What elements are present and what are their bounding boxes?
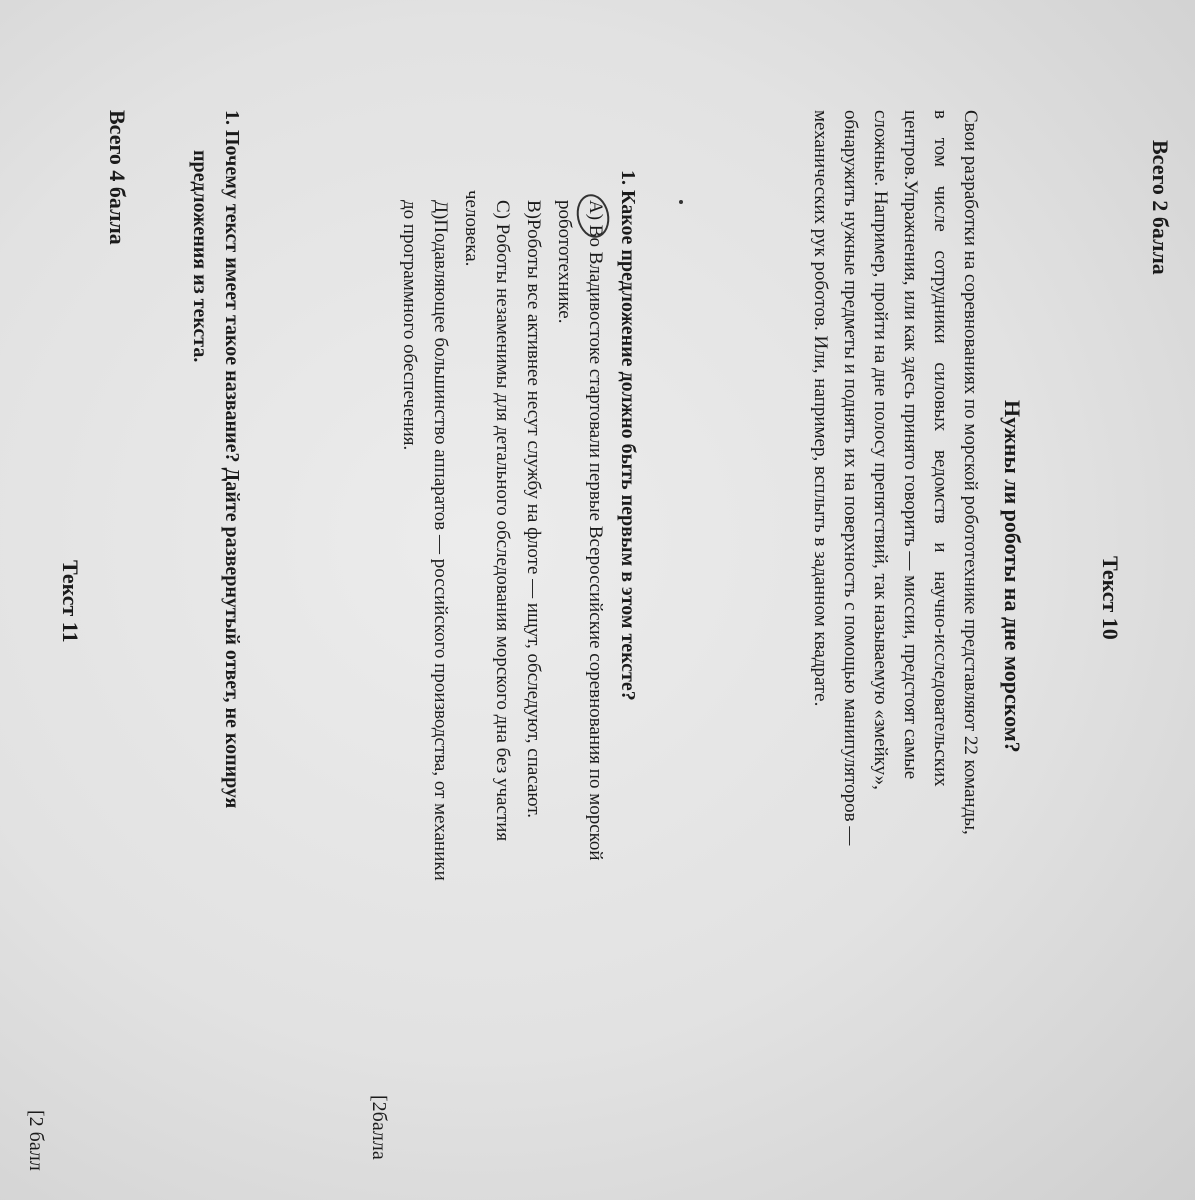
text10-label: Текст 10: [1098, 556, 1123, 640]
paragraph-line: сложные. Например, пройти на дне полосу препятствий, так называемую «змейку»,: [870, 110, 891, 790]
option-d: Д)Подавляющее большинство аппаратов — российского производства, от механики: [430, 200, 451, 881]
option-b: В)Роботы все активнее несут службу на флоте — ищут, обследуют, спасают.: [523, 200, 544, 819]
question1-score: [2балла: [368, 1095, 390, 1160]
option-a: А) Во Владивостоке стартовали первые Всероссийские соревнования по морской: [585, 200, 606, 861]
question2-line1: 1. Почему текст имеет такое название? Дайте развернутый ответ, не копируя: [221, 110, 243, 809]
option-d-cont: до программного обеспечения.: [399, 200, 420, 451]
question1-text: 1. Какое предложение должно быть первым в этом тексте?: [617, 170, 639, 701]
question1-options: [394, 190, 611, 1060]
text10-paragraph: [805, 110, 985, 1010]
total-score-bottom: Всего 4 балла: [105, 110, 130, 245]
option-c-cont: человека.: [461, 190, 482, 267]
paragraph-line: обнаружить нужные предметы и поднять их на поверхность с помощью манипуляторов —: [840, 110, 861, 846]
paragraph-line: механических рук роботов. Или, например, всплыть в заданном квадрате.: [810, 110, 831, 707]
option-c: С) Роботы незаменимы для детального обследования морского дна без участия: [492, 200, 513, 842]
paragraph-line: в том числе сотрудники силовых ведомств и научно-исследовательских: [930, 110, 951, 787]
stray-dot: [679, 200, 683, 204]
paragraph-line: центров.Упражнения, или как здесь принято говорить — миссии, предстоят самые: [900, 110, 921, 780]
question2-line2: предложения из текста.: [189, 150, 211, 363]
question2-score: [2 балл: [25, 1110, 47, 1171]
text10-title: Нужны ли роботы на дне морском?: [1000, 400, 1025, 753]
paragraph-line: Свои разработки на соревнованиях по морской робототехнике представляют 22 команды,: [960, 110, 981, 835]
total-score-top: Всего 2 балла: [1148, 140, 1173, 275]
option-a-cont: робототехнике.: [554, 200, 575, 324]
text11-label: Текст 11: [58, 560, 83, 643]
